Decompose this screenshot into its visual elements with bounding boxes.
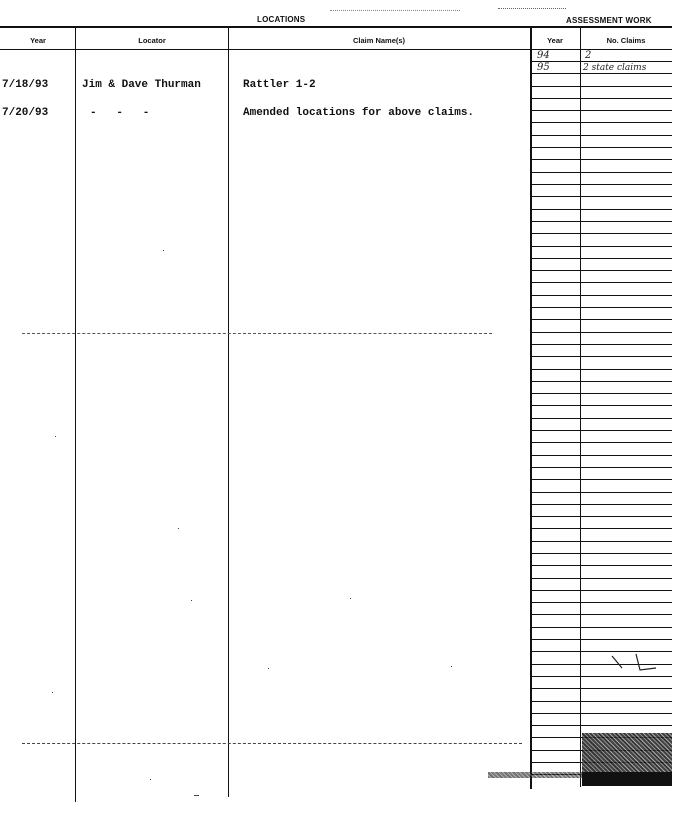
assessment-rule-line <box>531 122 672 123</box>
assessment-rule-line <box>531 135 672 136</box>
assessment-rule-line <box>531 627 672 628</box>
scan-speck <box>350 598 351 599</box>
assessment-row-2-claims: 2 state claims <box>583 63 647 73</box>
scan-fold-line-lower <box>22 743 522 744</box>
scan-noise-strip <box>488 772 582 778</box>
assessment-rule-line <box>531 701 672 702</box>
location-row-2-claim: Amended locations for above claims. <box>243 107 475 119</box>
assessment-rule-line <box>531 73 672 74</box>
scan-speck <box>451 666 452 667</box>
header-scan-dashes-right <box>498 8 566 9</box>
col-header-aw-year: Year <box>547 36 563 45</box>
header-top-rule <box>0 26 672 28</box>
assessment-rule-line <box>531 639 672 640</box>
assessment-rule-line <box>531 369 672 370</box>
location-row-1-claim: Rattler 1-2 <box>243 79 316 91</box>
assessment-rule-line <box>531 528 672 529</box>
location-row-1-year: 7/18/93 <box>2 79 49 91</box>
assessment-rule-line <box>531 676 672 677</box>
pencil-tick-marks <box>600 652 660 674</box>
scan-speck <box>194 795 199 796</box>
col-header-locator: Locator <box>138 36 166 45</box>
assessment-rule-line <box>531 713 672 714</box>
assessment-rule-line <box>531 147 672 148</box>
assessment-rule-line <box>531 590 672 591</box>
assessment-row-1-year: 94 <box>537 50 550 61</box>
assessment-rule-line <box>531 172 672 173</box>
assessment-rule-line <box>531 725 672 726</box>
assessment-rule-line <box>531 504 672 505</box>
scan-noise-block <box>582 733 672 773</box>
location-row-1-locator: Jim & Dave Thurman <box>82 79 201 91</box>
assessment-rule-line <box>531 221 672 222</box>
assessment-rule-line <box>531 430 672 431</box>
assessment-rule-line <box>531 405 672 406</box>
location-row-2-locator: - - - <box>90 107 150 119</box>
assessment-rule-line <box>531 270 672 271</box>
assessment-rule-line <box>531 159 672 160</box>
scan-speck <box>150 779 151 780</box>
assessment-rule-line <box>531 184 672 185</box>
assessment-rule-line <box>531 319 672 320</box>
assessment-rule-line <box>531 442 672 443</box>
divider-aw-year-claims <box>580 27 581 787</box>
scan-speck <box>163 250 164 251</box>
scan-speck <box>178 528 179 529</box>
scan-speck <box>55 436 56 437</box>
assessment-rule-line <box>531 233 672 234</box>
assessment-rule-line <box>531 61 672 62</box>
scan-fold-line-upper <box>22 333 492 334</box>
assessment-rule-line <box>531 516 672 517</box>
assessment-work-title: ASSESSMENT WORK <box>566 16 652 25</box>
assessment-rule-line <box>531 467 672 468</box>
scan-speck <box>52 692 53 693</box>
assessment-rule-line <box>531 282 672 283</box>
header-scan-dashes <box>330 10 460 11</box>
scan-speck <box>191 600 192 601</box>
assessment-rule-line <box>531 332 672 333</box>
assessment-rule-line <box>531 209 672 210</box>
col-header-claim-names: Claim Name(s) <box>352 36 406 45</box>
col-header-aw-no-claims: No. Claims <box>606 36 646 45</box>
assessment-row-1-claims: 2 <box>585 50 592 61</box>
assessment-rule-line <box>531 258 672 259</box>
divider-locator-claims <box>228 27 229 797</box>
assessment-rule-line <box>531 393 672 394</box>
assessment-rule-line <box>531 553 672 554</box>
assessment-rule-line <box>531 541 672 542</box>
divider-year-locator <box>75 27 76 802</box>
divider-claims-assessment <box>530 27 532 789</box>
header-bottom-rule <box>0 49 672 50</box>
assessment-rule-line <box>531 688 672 689</box>
assessment-rule-line <box>531 344 672 345</box>
assessment-rule-line <box>531 479 672 480</box>
assessment-rule-line <box>531 356 672 357</box>
assessment-rule-line <box>531 307 672 308</box>
assessment-rule-line <box>531 492 672 493</box>
assessment-rule-line <box>531 455 672 456</box>
locations-title: LOCATIONS <box>257 15 306 24</box>
assessment-rule-line <box>531 381 672 382</box>
assessment-rule-line <box>531 614 672 615</box>
assessment-rule-line <box>531 578 672 579</box>
assessment-rule-line <box>531 602 672 603</box>
assessment-rule-line <box>531 196 672 197</box>
scan-dark-bar <box>582 772 672 786</box>
assessment-row-2-year: 95 <box>537 62 550 73</box>
assessment-rule-line <box>531 110 672 111</box>
assessment-rule-line <box>531 295 672 296</box>
assessment-rule-line <box>531 246 672 247</box>
assessment-rule-line <box>531 418 672 419</box>
col-header-year: Year <box>30 36 46 45</box>
assessment-rule-line <box>531 98 672 99</box>
location-row-2-year: 7/20/93 <box>2 107 49 119</box>
assessment-rule-line <box>531 86 672 87</box>
assessment-rule-line <box>531 565 672 566</box>
scan-speck <box>268 668 269 669</box>
